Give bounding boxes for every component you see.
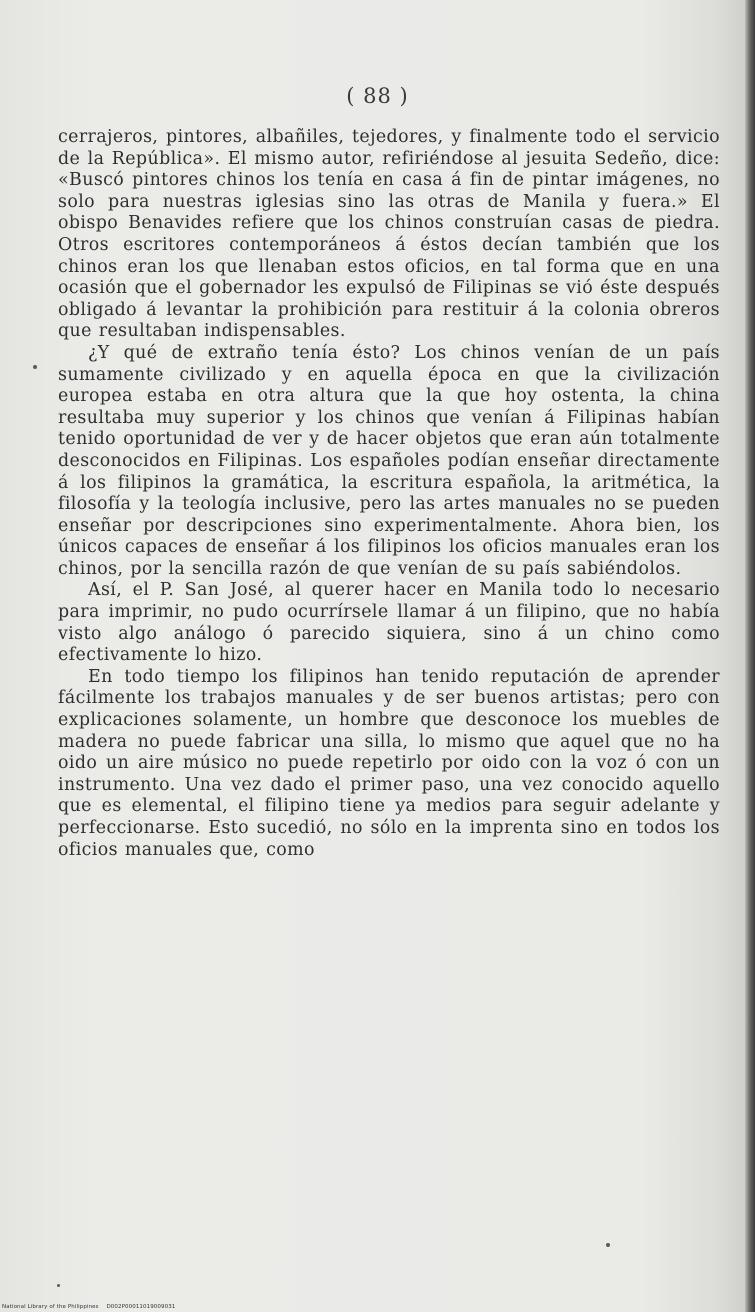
body-text [58, 127, 720, 861]
ink-speck [57, 1284, 60, 1287]
page-edge-shadow [745, 0, 755, 1312]
page-number: ( 88 ) [346, 84, 409, 108]
paragraph-3: Así, el P. San José, al querer hacer en Manila todo lo necesario para imprimir, no pudo ocurrírsele llamar á un filipino, que no había visto algo análogo ó parecido siquiera, sino á un chino como efectivamente lo hizo. [58, 580, 720, 666]
scan-footer [2, 1304, 175, 1310]
paragraph-4: En todo tiempo los filipinos han tenido reputación de aprender fácilmente los trabajos manuales y de ser buenos artistas; pero con explicaciones solamente, un hombre que desconoce los muebles de madera no puede fabricar una silla, lo mismo que aquel que no ha oido un aire músico no puede repetirlo por oido con la voz ó con un instrumento. Una vez dado el primer paso, una vez conocido aquello que es elemental, el filipino tiene ya medios para seguir adelante y perfeccionarse. Esto sucedió, no sólo en la imprenta sino en todos los oficios manuales que, como [58, 666, 720, 860]
paragraph-1: cerrajeros, pintores, albañiles, tejedores, y finalmente todo el servicio de la República». El mismo autor, refiriéndose al jesuita Sedeño, dice: «Buscó pintores chinos los tenía en casa á fin de pintar imágenes, no solo para nuestras iglesias sino las otras de Manila y fuera.» El obispo Benavides refiere que los chinos construían casas de piedra. Otros escritores contemporáneos á éstos decían también que los chinos eran los que llenaban estos oficios, en tal forma que en una ocasión que el gobernador les expulsó de Filipinas se vió éste después obligado á levantar la prohibición para restituir á la colonia obreros que resultaban indispensables. [58, 127, 720, 342]
footer-library: National Library of the Philippines [2, 1304, 99, 1310]
ink-speck [33, 365, 37, 369]
paragraph-2: ¿Y qué de extraño tenía ésto? Los chinos venían de un país sumamente civilizado y en aquella época en que la civilización europea estaba en otra altura que la que hoy ostenta, la china resultaba muy superior y los chinos que venían á Filipinas habían tenido oportunidad de ver y de hacer objetos que eran aún totalmente desconocidos en Filipinas. Los españoles podían enseñar directamente á los filipinos la gramática, la escritura española, la aritmética, la filosofía y la teología inclusive, pero las artes manuales no se pueden enseñar por descripciones sino experimentalmente. Ahora bien, los únicos capaces de enseñar á los filipinos los oficios manuales eran los chinos, por la sencilla razón de que venían de su país sabiéndolos. [58, 342, 720, 579]
ink-speck [606, 1243, 610, 1247]
footer-code: D002P00011019009031 [106, 1304, 176, 1310]
